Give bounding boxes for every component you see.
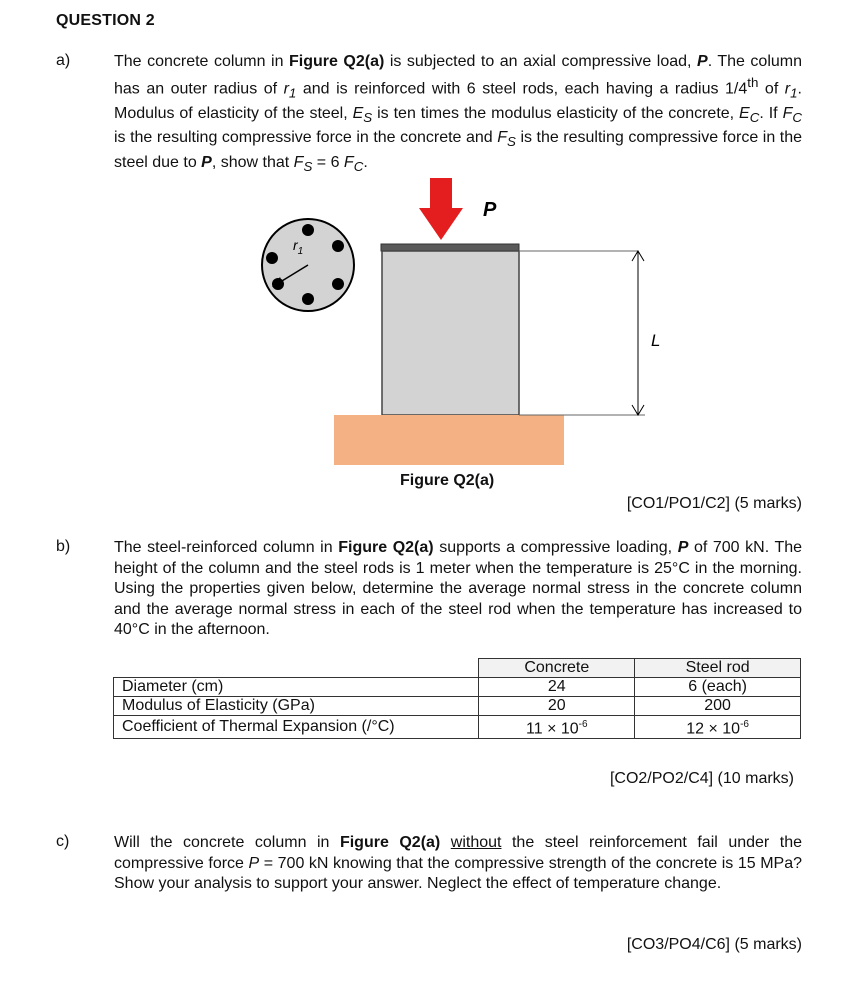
load-symbol: P — [697, 53, 708, 70]
table-row — [114, 697, 801, 716]
load-symbol: P — [201, 153, 212, 171]
text-run: of — [758, 79, 785, 97]
cell-steel: 200 — [635, 697, 801, 716]
table-header-blank — [114, 659, 479, 678]
properties-table — [113, 658, 801, 739]
text-run: is the resulting compressive force in the concrete and — [114, 129, 498, 147]
figure-q2a — [250, 170, 670, 500]
text-run: = 6 — [312, 153, 344, 171]
part-a-text — [114, 52, 802, 178]
figure-ref: Figure Q2(a) — [289, 53, 385, 70]
table-row — [114, 678, 801, 697]
ground — [334, 415, 564, 465]
text-run: is subjected to an axial compressive load, — [384, 53, 698, 70]
cell-concrete: 24 — [479, 678, 635, 697]
subscript: C — [749, 109, 760, 125]
cell-value: 11 × 10 — [526, 720, 579, 738]
symbol: r — [784, 79, 791, 97]
cell-exponent: -6 — [578, 719, 588, 730]
steel-rod — [302, 293, 314, 305]
cell-steel — [635, 716, 801, 739]
row-label: Diameter (cm) — [114, 678, 479, 697]
steel-rod — [266, 252, 278, 264]
column-cap — [381, 244, 519, 251]
symbol: F — [343, 153, 354, 171]
header-steel-rod: Steel rod — [635, 659, 801, 678]
text-run: supports a compressive loading, — [433, 539, 678, 556]
text-run: . — [363, 153, 368, 171]
table-header-row — [114, 659, 801, 678]
figure-ref: Figure Q2(a) — [339, 834, 441, 851]
load-arrow-head — [419, 208, 463, 240]
text-run: , show that — [211, 153, 294, 171]
text-run: . The column has an outer radius of — [114, 53, 803, 97]
text-run: is ten times the modulus elasticity of the concrete, — [372, 104, 740, 122]
cell-concrete — [479, 716, 635, 739]
part-a-marks: [CO1/PO1/C2] (5 marks) — [626, 495, 802, 512]
subscript: 1 — [790, 85, 798, 101]
subscript: C — [353, 159, 364, 175]
length-label: L — [651, 331, 661, 350]
text-run — [440, 834, 451, 851]
text-run: is the resulting compressive force in the steel due to — [114, 129, 802, 171]
part-b-text — [114, 538, 802, 641]
column-body — [382, 251, 519, 415]
cell-exponent: -6 — [740, 719, 749, 730]
load-arrow-shaft — [430, 178, 452, 208]
part-c-marks: [CO3/PO4/C6] (5 marks) — [626, 936, 802, 953]
steel-rod — [332, 278, 344, 290]
cell-value: 12 × 10 — [686, 720, 741, 738]
radius-label: $r_1$ — [293, 237, 304, 257]
symbol: E — [352, 104, 364, 122]
part-c-label: c) — [56, 833, 70, 850]
part-a-label: a) — [56, 52, 71, 69]
part-c-text — [114, 833, 802, 895]
symbol: F — [497, 129, 508, 147]
superscript: th — [747, 74, 759, 90]
subscript: 1 — [288, 85, 297, 101]
part-b-marks: [CO2/PO2/C4] (10 marks) — [609, 770, 794, 787]
text-run: Will the concrete column in — [114, 834, 340, 851]
table-row — [114, 716, 801, 739]
emphasis-without: without — [450, 834, 502, 851]
symbol: F — [782, 104, 793, 122]
question-heading: QUESTION 2 — [56, 12, 155, 29]
text-run: . Modulus of elasticity of the steel, — [114, 79, 802, 122]
load-symbol: P — [677, 539, 689, 556]
header-concrete: Concrete — [479, 659, 635, 678]
symbol: r — [283, 79, 289, 97]
row-label: Coefficient of Thermal Expansion (/°C) — [114, 716, 479, 739]
figure-ref: Figure Q2(a) — [338, 539, 434, 556]
text-run: . If — [759, 104, 783, 122]
row-label: Modulus of Elasticity (GPa) — [114, 697, 479, 716]
subscript: S — [507, 134, 516, 150]
symbol: F — [293, 153, 304, 171]
subscript: S — [363, 109, 373, 125]
subscript: C — [792, 109, 802, 125]
cell-steel: 6 (each) — [635, 678, 801, 697]
steel-rod — [302, 224, 314, 236]
text-run: The steel-reinforced column in — [114, 539, 339, 556]
symbol: E — [739, 104, 750, 122]
text-run: of 700 kN. The height of the column and the steel rods is 1 meter when the temperature is 25°C in the morning. Using the properties given below, determine the average normal stress in the concrete column and the average normal stress in each of the steel rod when the temperature has increased to 40°C in the afternoon. — [114, 539, 803, 638]
part-b-label: b) — [56, 538, 71, 555]
cell-concrete: 20 — [479, 697, 635, 716]
text-run: The concrete column in — [114, 53, 290, 70]
text-run: the steel reinforcement fail under the compressive force — [114, 834, 802, 872]
text-run: and is reinforced with 6 steel rods, each having a radius 1/4 — [296, 79, 748, 97]
load-symbol: P — [248, 854, 260, 872]
text-run: = 700 kN knowing that the compressive strength of the concrete is 15 MPa? Show your analysis to support your answer. Neglect the effect of temperature change. — [114, 854, 802, 892]
subscript: S — [303, 159, 313, 175]
figure-caption: Figure Q2(a) — [400, 472, 495, 489]
load-label: P — [483, 199, 497, 221]
steel-rod — [332, 240, 344, 252]
